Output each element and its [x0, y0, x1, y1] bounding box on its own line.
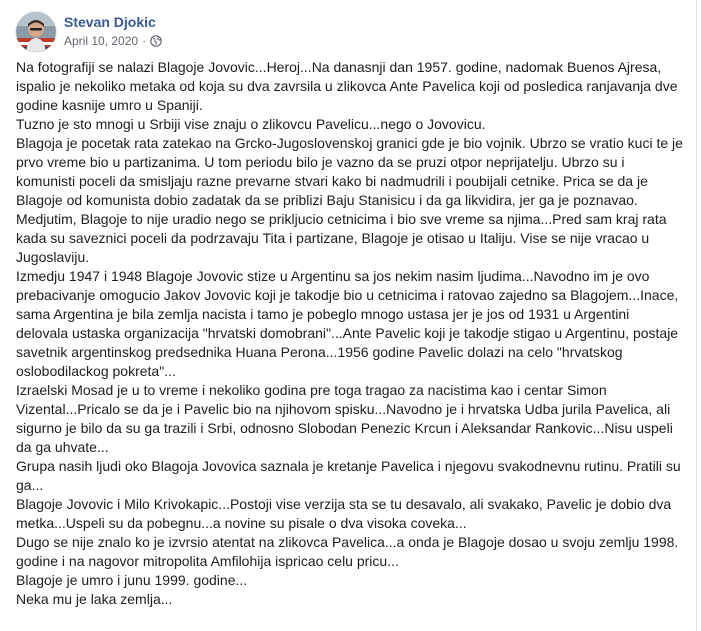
post-paragraph: Dugo se nije znalo ko je izvrsio atentat na zlikovca Pavelica...a onda je Blagoje dosao u svoju zemlju 1998. godine i na nagovor mitropolita Amfilohija ispricao celu pricu...	[16, 534, 679, 569]
post-paragraph: Grupa nasih ljudi oko Blagoja Jovovica saznala je kretanje Pavelica i njegovu svakodnevnu rutinu. Pratili su ga...	[16, 458, 681, 493]
post-paragraph: Neka mu je laka zemlja...	[16, 591, 173, 607]
post-meta	[64, 33, 162, 49]
post-paragraph: Blagoje je umro i junu 1999. godine...	[16, 572, 248, 588]
post-body	[16, 58, 686, 609]
post-paragraph: Tuzno je sto mnogi u Srbiji vise znaju o zlikovcu Pavelicu...nego o Jovovicu.	[16, 116, 486, 132]
globe-icon[interactable]	[150, 35, 162, 47]
post-paragraph: Izmedju 1947 i 1948 Blagoje Jovovic stize u Argentinu sa jos nekim nasim ljudima...Navodno im je ovo prebacivanje omogucio Jakov Jovovic koji je takodje bio u cetnicima i ratovao zajedno sa Blagojem...Inace, sama Argentina je bila zemlja nacista i tamo je pobeglo mnogo ustasa jer je jos od 1931 u Argentini delovala ustaska organizacija "hrvatski domobrani"...Ante Pavelic koji je takodje stigao u Argentinu, postaje savetnik argentinskog predsednika Huana Perona...1956 godine Pavelic dolazi na celo "hrvatskog oslobodilackog pokreta"...	[16, 268, 679, 379]
post-paragraph: Izraelski Mosad je u to vreme i nekoliko godina pre toga tragao za nacistima kao i centar Simon Vizental...Pricalo se da je i Pavelic bio na njihovom spisku...Navodno je i hrvatska Udba jurila Pavelica, ali sigurno je bilo da su ga trazili i Srbi, odnosno Slobodan Penezic Krcun i Aleksandar Rankovic...Nisu uspeli da ga uhvate...	[16, 382, 673, 455]
post-paragraph: Na fotografiji se nalazi Blagoje Jovovic...Heroj...Na danasnji dan 1957. godine, nadomak Buenos Ajresa, ispalio je nekoliko metaka od koja su dva zavrsila u zlikovca Ante Pavelica koji od posledica ranjavanja dve godine kasnije umro u Spaniji.	[16, 59, 678, 113]
meta-separator: ·	[142, 34, 147, 48]
avatar-photo	[16, 12, 56, 52]
author-name[interactable]: Stevan Djokic	[64, 14, 156, 30]
author-avatar[interactable]	[16, 12, 56, 52]
post-date[interactable]: April 10, 2020	[64, 34, 139, 48]
post-paragraph: Medjutim, Blagoje to nije uradio nego se prikljucio cetnicima i bio sve vreme sa njima...Pred sam kraj rata kada su saveznici poceli da podrzavaju Tita i partizane, Blagoje je otisao u Italiju. Vise se nije vracao u Jugoslaviju.	[16, 211, 667, 265]
post-paragraph: Blagoje Jovovic i Milo Krivokapic...Postoji vise verzija sta se tu desavalo, ali svakako, Pavelic je dobio dva metka...Uspeli su da pobegnu...a novine su pisale o dva visoka coveka...	[16, 496, 672, 531]
post-paragraph: Blagoja je pocetak rata zatekao na Grcko-Jugoslovenskoj granici gde je bio vojnik. Ubrzo se vratio kuci te je prvo vreme bio u partizanima. U tom periodu bilo je vazno da se pruzi otpor neprijatelju. Ubrzo su i komunisti poceli da smisljaju razne prevarne stvari kako bi nadmudrili i poubijali cetnike. Prica se da je Blagoje od komunista dobio zadatak da se priblizi Baju Stanisicu i da ga likvidira, jer ga je poznavao.	[16, 135, 683, 208]
